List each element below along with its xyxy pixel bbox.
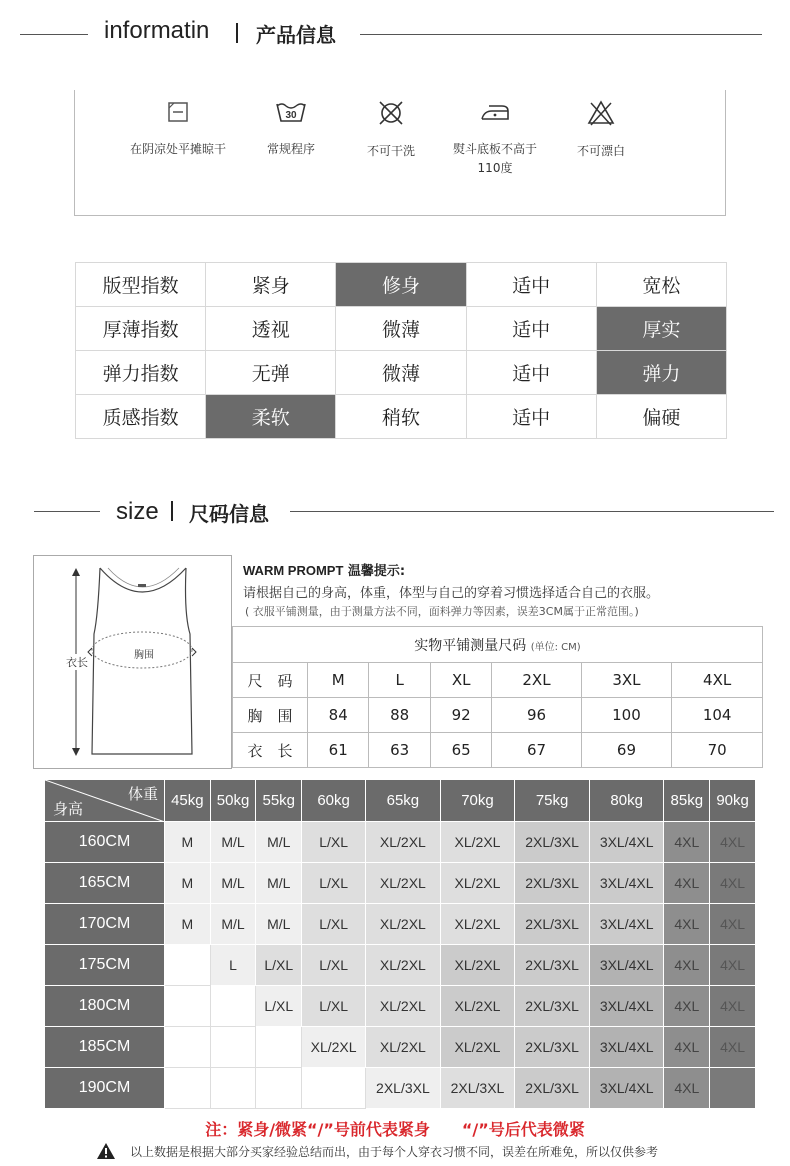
size-cell: L/XL	[256, 986, 302, 1027]
weight-header: 50kg	[210, 780, 256, 822]
weight-header: 80kg	[589, 780, 664, 822]
size-cell: 4XL	[664, 904, 710, 945]
size-cell	[210, 1027, 256, 1068]
care-item-iron	[440, 98, 550, 178]
size-cell	[256, 1068, 302, 1109]
size-cell: 4XL	[664, 1027, 710, 1068]
size-cell: M	[165, 904, 211, 945]
size-cell: 3XL/4XL	[589, 945, 664, 986]
size-cell: XL/2XL	[440, 945, 515, 986]
size-cell: L/XL	[302, 822, 366, 863]
size-cell: XL/2XL	[302, 1027, 366, 1068]
size-cell: M	[165, 863, 211, 904]
height-header: 190CM	[45, 1068, 165, 1109]
size-header-cn: 尺码信息	[189, 502, 269, 526]
care-instructions	[74, 90, 726, 216]
index-name: 质感指数	[76, 395, 206, 439]
size-cell: XL/2XL	[366, 986, 441, 1027]
size-cell: L/XL	[256, 945, 302, 986]
dry-flat-shade-icon	[164, 98, 192, 126]
wash-temperature: 30	[285, 110, 297, 121]
care-label: 常规程序	[266, 142, 315, 156]
size-header-en: size	[116, 498, 159, 525]
divider	[171, 501, 173, 521]
length-cell: 63	[369, 733, 430, 768]
size-cell	[165, 945, 211, 986]
weight-header: 75kg	[515, 780, 590, 822]
wash-30-icon	[274, 98, 308, 126]
size-chart-row	[45, 904, 756, 945]
size-cell: L/XL	[302, 945, 366, 986]
size-cell: XL/2XL	[440, 904, 515, 945]
size-cell: XL/2XL	[440, 822, 515, 863]
size-note: 注：紧身/微紧“/”号前代表紧身 “/”号后代表微紧	[205, 1120, 585, 1139]
size-cell: 4XL	[710, 986, 756, 1027]
size-cell: 2XL/3XL	[515, 863, 590, 904]
prompt-title-cn: 温馨提示:	[347, 564, 406, 579]
chest-row-label: 胸 围	[233, 698, 308, 733]
warm-prompt-title	[243, 560, 405, 579]
size-chart-row	[45, 1027, 756, 1068]
index-row	[76, 307, 727, 351]
size-cell: XL/2XL	[366, 1027, 441, 1068]
size-cell: 2XL/3XL	[515, 1027, 590, 1068]
size-cell: 4XL	[664, 863, 710, 904]
size-cell	[210, 986, 256, 1027]
index-option: 修身	[336, 263, 466, 307]
size-cell: L/XL	[302, 904, 366, 945]
size-cell: 4XL	[664, 822, 710, 863]
chart-corner	[45, 780, 165, 822]
index-option: 微薄	[336, 307, 466, 351]
length-cell: 67	[492, 733, 581, 768]
size-cell: 4XL	[710, 822, 756, 863]
size-cell: XL/2XL	[440, 986, 515, 1027]
size-chart-row	[45, 863, 756, 904]
index-row	[76, 351, 727, 395]
size-cell: 4XL	[710, 945, 756, 986]
size-cell: L	[369, 663, 430, 698]
info-header-cn: 产品信息	[256, 23, 336, 47]
chest-cell: 100	[581, 698, 672, 733]
weight-header: 65kg	[366, 780, 441, 822]
weight-header: 90kg	[710, 780, 756, 822]
size-cell: 2XL/3XL	[440, 1068, 515, 1109]
index-option: 适中	[466, 395, 596, 439]
index-option: 偏硬	[596, 395, 726, 439]
chest-cell: 96	[492, 698, 581, 733]
chest-cell: 88	[369, 698, 430, 733]
index-option: 适中	[466, 263, 596, 307]
index-option: 宽松	[596, 263, 726, 307]
index-option: 透视	[206, 307, 336, 351]
size-cell: 2XL/3XL	[515, 1068, 590, 1109]
size-cell: XL/2XL	[366, 904, 441, 945]
measurement-table	[232, 626, 763, 768]
divider	[360, 34, 762, 35]
divider	[290, 511, 774, 512]
size-cell: M/L	[210, 904, 256, 945]
size-cell: XL/2XL	[366, 863, 441, 904]
corner-height-label: 身高	[53, 801, 84, 818]
size-cell: L/XL	[302, 986, 366, 1027]
size-cell: XL	[430, 663, 491, 698]
prompt-title-en: WARM PROMPT	[243, 563, 344, 578]
disclaimer: 以上数据是根据大部分买家经验总结而出，由于每个人穿衣习惯不同，误差在所难免，所以仅供参考	[130, 1145, 659, 1159]
size-cell: XL/2XL	[440, 863, 515, 904]
chest-cell: 92	[430, 698, 491, 733]
size-cell: 4XL	[664, 1068, 710, 1109]
size-cell: 4XL	[710, 904, 756, 945]
weight-header: 45kg	[165, 780, 211, 822]
corner-weight-label: 体重	[127, 786, 158, 803]
size-cell: 2XL/3XL	[366, 1068, 441, 1109]
length-cell: 61	[308, 733, 369, 768]
no-bleach-icon	[586, 98, 616, 128]
size-cell: M/L	[256, 822, 302, 863]
size-chart-row	[45, 1068, 756, 1109]
care-label: 不可干洗	[366, 144, 415, 158]
care-label: 不可漂白	[576, 144, 625, 158]
fabric-index-table	[75, 262, 727, 439]
size-section-header	[0, 492, 790, 532]
size-cell	[165, 1027, 211, 1068]
size-cell: M/L	[210, 863, 256, 904]
measurement-caption	[233, 627, 763, 663]
index-row	[76, 395, 727, 439]
size-cell	[710, 1068, 756, 1109]
size-cell: 4XL	[664, 945, 710, 986]
divider	[236, 23, 238, 43]
size-cell: 2XL/3XL	[515, 986, 590, 1027]
care-item-dryclean	[336, 98, 446, 161]
size-cell	[165, 1068, 211, 1109]
size-cell: XL/2XL	[366, 945, 441, 986]
height-header: 165CM	[45, 863, 165, 904]
size-cell: 4XL	[672, 663, 763, 698]
caption-text: 实物平铺测量尺码	[414, 637, 527, 654]
size-cell	[165, 986, 211, 1027]
garment-illustration	[33, 555, 232, 769]
size-cell: 4XL	[710, 1027, 756, 1068]
weight-header: 70kg	[440, 780, 515, 822]
index-option: 适中	[466, 307, 596, 351]
size-cell: M	[165, 822, 211, 863]
weight-header: 55kg	[256, 780, 302, 822]
length-cell: 65	[430, 733, 491, 768]
height-header: 185CM	[45, 1027, 165, 1068]
index-option: 柔软	[206, 395, 336, 439]
size-cell: M/L	[210, 822, 256, 863]
size-cell: 3XL	[581, 663, 672, 698]
index-option: 适中	[466, 351, 596, 395]
size-cell: 2XL/3XL	[515, 904, 590, 945]
size-row-label: 尺 码	[233, 663, 308, 698]
length-row-label: 衣 长	[233, 733, 308, 768]
caption-unit: (单位: CM)	[530, 641, 581, 653]
size-cell: 3XL/4XL	[589, 904, 664, 945]
size-cell: XL/2XL	[440, 1027, 515, 1068]
size-cell: 2XL/3XL	[515, 945, 590, 986]
size-chart-row	[45, 986, 756, 1027]
info-header-en: informatin	[104, 17, 210, 44]
iron-low-icon	[478, 98, 512, 126]
size-recommendation-chart	[44, 779, 756, 1109]
size-cell: 4XL	[664, 986, 710, 1027]
length-label: 衣长	[66, 656, 88, 669]
index-option: 紧身	[206, 263, 336, 307]
index-option: 稍软	[336, 395, 466, 439]
size-cell: 4XL	[710, 863, 756, 904]
tank-top-diagram	[34, 556, 231, 768]
size-cell: 3XL/4XL	[589, 986, 664, 1027]
care-item-bleach	[546, 98, 656, 161]
chest-cell: 104	[672, 698, 763, 733]
index-option: 无弹	[206, 351, 336, 395]
size-cell: M/L	[256, 904, 302, 945]
size-cell: 2XL/3XL	[515, 822, 590, 863]
divider	[34, 511, 100, 512]
weight-header: 85kg	[664, 780, 710, 822]
no-dry-clean-icon	[376, 98, 406, 128]
size-cell: L	[210, 945, 256, 986]
height-header: 175CM	[45, 945, 165, 986]
warning-icon	[96, 1142, 116, 1164]
index-option: 厚实	[596, 307, 726, 351]
height-header: 180CM	[45, 986, 165, 1027]
size-cell: M/L	[256, 863, 302, 904]
care-item-wash	[236, 98, 346, 159]
size-chart-row	[45, 822, 756, 863]
length-cell: 70	[672, 733, 763, 768]
size-cell: L/XL	[302, 863, 366, 904]
care-item-dry	[123, 98, 233, 159]
size-cell: 3XL/4XL	[589, 1027, 664, 1068]
index-option: 弹力	[596, 351, 726, 395]
prompt-line-2: ( 衣服平铺测量，由于测量方法不同，面料弹力等因素，误差3CM属于正常范围。)	[245, 605, 639, 618]
chest-cell: 84	[308, 698, 369, 733]
size-chart-row	[45, 945, 756, 986]
size-cell: 3XL/4XL	[589, 863, 664, 904]
size-cell: 3XL/4XL	[589, 822, 664, 863]
divider	[20, 34, 88, 35]
weight-header: 60kg	[302, 780, 366, 822]
height-header: 160CM	[45, 822, 165, 863]
index-option: 微薄	[336, 351, 466, 395]
info-section-header	[0, 15, 790, 55]
size-cell	[256, 1027, 302, 1068]
size-cell: 2XL	[492, 663, 581, 698]
index-name: 厚薄指数	[76, 307, 206, 351]
care-label: 在阴凉处平摊晾干	[129, 142, 226, 156]
size-cell: M	[308, 663, 369, 698]
prompt-line-1: 请根据自己的身高，体重，体型与自己的穿着习惯选择适合自己的衣服。	[243, 586, 660, 601]
size-cell: 3XL/4XL	[589, 1068, 664, 1109]
index-name: 弹力指数	[76, 351, 206, 395]
size-cell	[302, 1068, 366, 1109]
index-row	[76, 263, 727, 307]
size-cell: XL/2XL	[366, 822, 441, 863]
size-cell	[210, 1068, 256, 1109]
care-label: 熨斗底板不高于110度	[452, 142, 537, 175]
height-header: 170CM	[45, 904, 165, 945]
index-name: 版型指数	[76, 263, 206, 307]
length-cell: 69	[581, 733, 672, 768]
chest-label: 胸围	[134, 650, 154, 661]
